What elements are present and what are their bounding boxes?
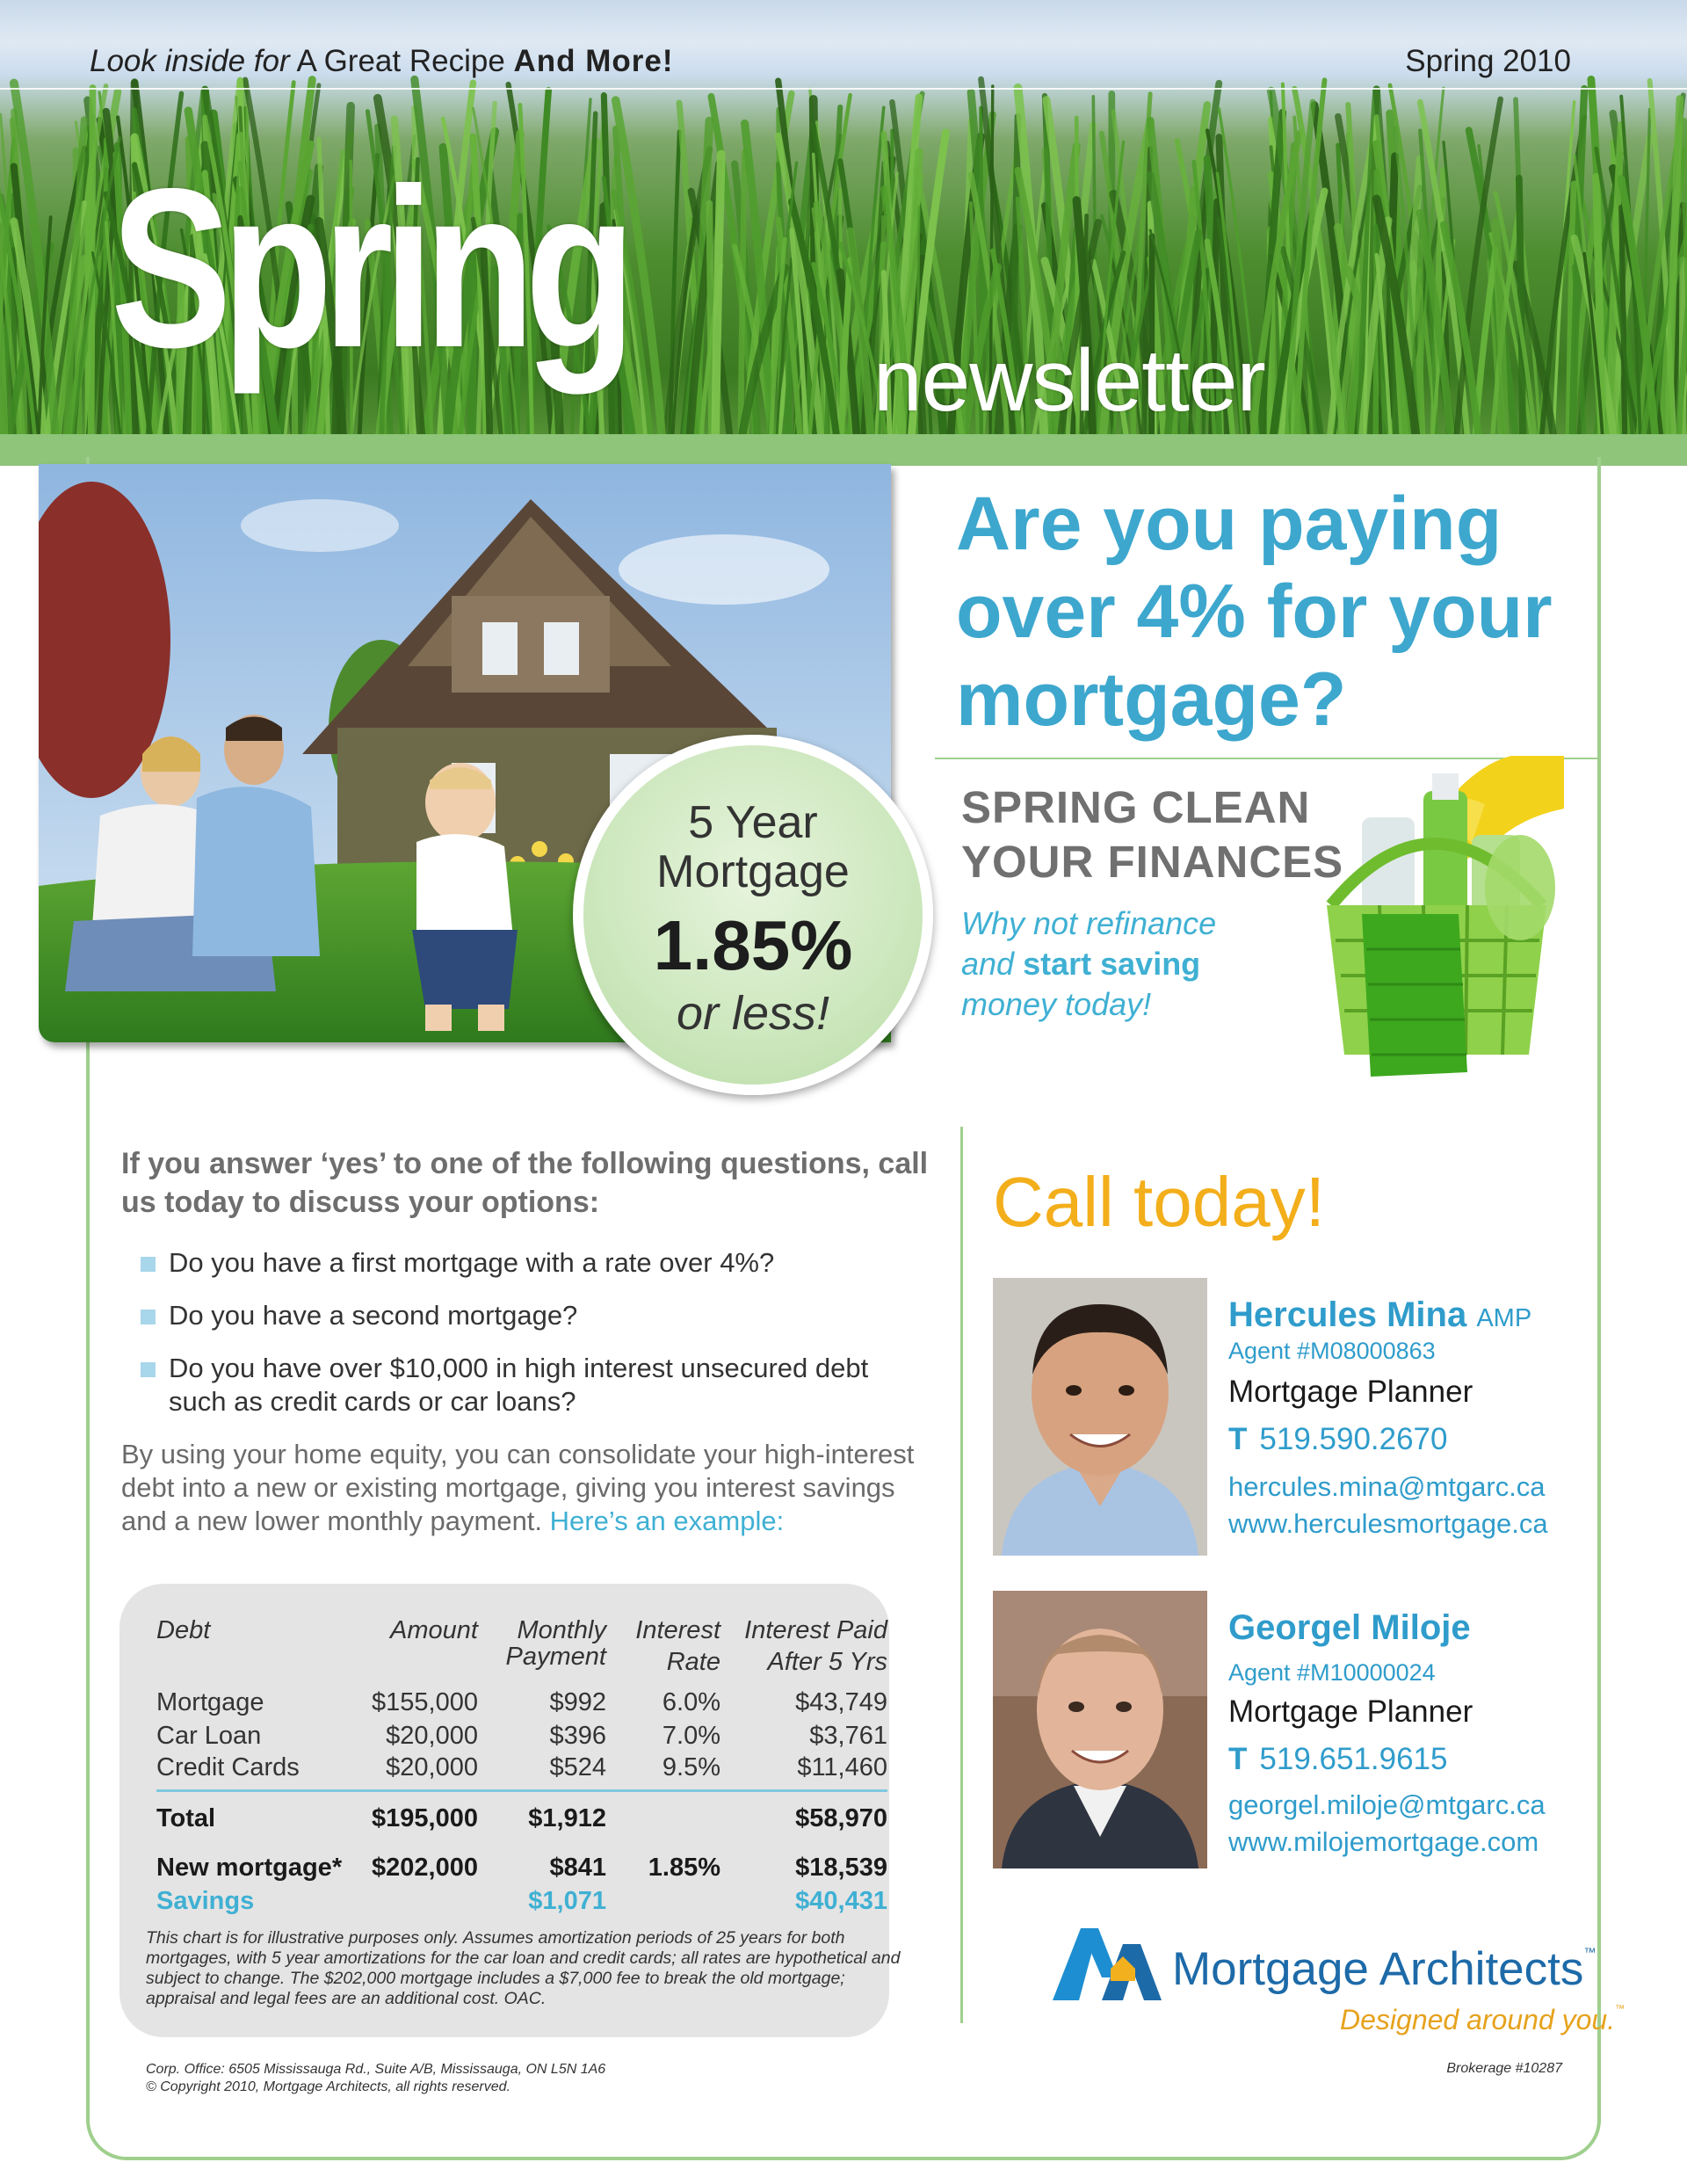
footer-copyright: © Copyright 2010, Mortgage Architects, all rights reserved. xyxy=(146,2079,510,2094)
agent-id: Agent #M10000024 xyxy=(1228,1659,1436,1686)
table-row-amount: $20,000 xyxy=(386,1722,478,1750)
table-row-rate: 6.0% xyxy=(662,1688,720,1716)
table-new-mortgage-rate: 1.85% xyxy=(648,1854,720,1882)
table-savings-label: Savings xyxy=(156,1887,255,1915)
logo-tagline-tm: ™ xyxy=(1615,2004,1625,2014)
header-rule xyxy=(0,88,1687,90)
agent-photo-hercules xyxy=(993,1278,1207,1556)
table-separator xyxy=(156,1789,887,1792)
bullet-square-icon xyxy=(141,1310,156,1324)
agent-website-link[interactable]: www.milojemortgage.com xyxy=(1228,1826,1539,1857)
tagline-bold: And More! xyxy=(513,44,674,78)
call-today-heading: Call today! xyxy=(993,1163,1325,1241)
phone-number: 519.590.2670 xyxy=(1259,1422,1448,1456)
spring-clean-subtext xyxy=(961,903,1251,1025)
table-header-debt: Debt xyxy=(156,1616,211,1644)
table-row-paid: $43,749 xyxy=(795,1688,887,1716)
agent-email-link[interactable]: georgel.miloje@mtgarc.ca xyxy=(1228,1789,1546,1820)
column-divider xyxy=(960,1127,963,2023)
consolidation-text: By using your home equity, you can consolidate your high-interest debt into a new or existing mortgage, giving you interest savings and a new lower monthly payment. xyxy=(121,1439,915,1536)
logo-name-text: Mortgage Architects xyxy=(1172,1943,1584,1995)
question-text: Do you have a first mortgage with a rate over 4%? xyxy=(169,1247,775,1278)
agent-name: Georgel Miloje xyxy=(1228,1608,1471,1647)
question-text: Do you have over $10,000 in high interest unsecured debt such as credit cards or car loans? xyxy=(169,1353,869,1417)
table-savings-payment: $1,071 xyxy=(528,1887,606,1915)
table-row-amount: $20,000 xyxy=(386,1753,478,1781)
table-header-rate: Rate xyxy=(666,1648,720,1676)
agent-phone[interactable] xyxy=(1228,1422,1448,1457)
agent-name-text: Hercules Mina xyxy=(1228,1295,1467,1334)
phone-label: T xyxy=(1228,1742,1248,1776)
tagline-italic: Look inside for xyxy=(90,44,290,78)
spring-clean-sub-pre: Why not refinance and xyxy=(961,905,1217,982)
mortgage-architects-logo-icon xyxy=(1053,1928,1162,2000)
badge-line-2: Mortgage xyxy=(656,846,850,897)
agent-role: Mortgage Planner xyxy=(1228,1375,1473,1409)
footer-address: Corp. Office: 6505 Mississauga Rd., Suite A/B, Mississauga, ON L5N 1A6 xyxy=(146,2062,606,2077)
table-row-payment: $524 xyxy=(549,1753,606,1781)
agent-photo-georgel xyxy=(993,1591,1207,1868)
table-disclaimer: This chart is for illustrative purposes only. Assumes amortization periods of 25 years for both mortgages, with 5 year amortizations for the car loan and credit cards; all rates are hypothetical and subject to change. The $202,000 mortgage includes a $7,000 fee to break the old mortgage; appraisal and legal fees are an additional cost. OAC. xyxy=(146,1928,901,2008)
agent-designation: AMP xyxy=(1476,1304,1532,1332)
table-row-paid: $11,460 xyxy=(797,1753,887,1781)
table-header-amount: Amount xyxy=(390,1616,478,1644)
table-new-mortgage-payment: $841 xyxy=(549,1854,606,1882)
agent-website-link[interactable]: www.herculesmortgage.ca xyxy=(1228,1508,1548,1539)
bullet-square-icon xyxy=(141,1257,156,1272)
table-total-label: Total xyxy=(156,1804,216,1832)
avatar xyxy=(993,1591,1207,1868)
main-headline: Are you paying over 4% for your mortgage? xyxy=(956,482,1553,742)
consolidation-paragraph xyxy=(121,1438,947,1538)
table-total-paid: $58,970 xyxy=(795,1804,887,1832)
agent-role: Mortgage Planner xyxy=(1228,1694,1473,1729)
footer-brokerage: Brokerage #10287 xyxy=(1446,2061,1562,2076)
table-header-interest: Interest xyxy=(635,1616,720,1644)
header-tagline xyxy=(90,44,674,79)
logo-tagline-text: Designed around you. xyxy=(1340,2004,1616,2035)
bullet-square-icon xyxy=(141,1362,156,1377)
logo-tagline xyxy=(1340,2004,1625,2036)
table-new-mortgage-amount: $202,000 xyxy=(372,1854,478,1882)
table-total-amount: $195,000 xyxy=(372,1804,478,1832)
table-row-amount: $155,000 xyxy=(372,1688,478,1716)
spring-clean-heading: SPRING CLEAN YOUR FINANCES xyxy=(961,782,1344,887)
table-total-payment: $1,912 xyxy=(528,1804,606,1832)
table-header-after-5-yrs: After 5 Yrs xyxy=(767,1648,887,1676)
table-header-payment: Payment xyxy=(505,1643,606,1671)
table-row-debt: Mortgage xyxy=(156,1688,264,1716)
tagline-plain: A Great Recipe xyxy=(296,44,505,78)
agent-phone[interactable] xyxy=(1228,1742,1448,1777)
cleaning-basket-icon xyxy=(1309,756,1564,1081)
phone-number: 519.651.9615 xyxy=(1259,1742,1448,1776)
spring-clean-sub-bold: start saving xyxy=(1023,946,1201,982)
rate-badge xyxy=(573,735,933,1095)
table-new-mortgage-paid: $18,539 xyxy=(795,1854,887,1882)
title-spring: Spring xyxy=(111,141,626,395)
list-item xyxy=(141,1246,914,1280)
questions-list xyxy=(141,1246,914,1438)
list-item xyxy=(141,1352,914,1419)
list-item xyxy=(141,1299,914,1332)
table-row-payment: $992 xyxy=(549,1688,606,1716)
badge-line-1: 5 Year xyxy=(688,797,818,848)
example-link: Here’s an example: xyxy=(549,1506,785,1536)
table-row-debt: Car Loan xyxy=(156,1722,262,1750)
phone-label: T xyxy=(1228,1422,1248,1456)
question-text: Do you have a second mortgage? xyxy=(169,1300,578,1331)
table-row-payment: $396 xyxy=(549,1722,606,1750)
spring-clean-sub-post: money today! xyxy=(961,986,1152,1022)
avatar xyxy=(993,1278,1207,1556)
agent-id: Agent #M08000863 xyxy=(1228,1338,1436,1364)
agent-name xyxy=(1228,1295,1531,1335)
footer-address-block xyxy=(146,2061,605,2096)
table-new-mortgage-label: New mortgage* xyxy=(156,1854,343,1882)
table-header-interest-paid: Interest Paid xyxy=(744,1616,887,1644)
table-row-rate: 9.5% xyxy=(662,1753,720,1781)
table-row-debt: Credit Cards xyxy=(156,1753,300,1781)
table-row-paid: $3,761 xyxy=(809,1722,887,1750)
badge-line-3: or less! xyxy=(676,987,830,1040)
badge-rate: 1.85% xyxy=(653,906,853,984)
questions-intro: If you answer ‘yes’ to one of the following questions, call us today to discuss your options: xyxy=(121,1147,929,1219)
table-savings-paid: $40,431 xyxy=(795,1887,887,1915)
issue-date: Spring 2010 xyxy=(1405,44,1571,78)
logo-wordmark xyxy=(1172,1943,1596,1995)
table-header-monthly: Monthly xyxy=(517,1616,606,1644)
title-newsletter: newsletter xyxy=(873,331,1265,430)
logo-tm: ™ xyxy=(1583,1945,1596,1959)
table-row-rate: 7.0% xyxy=(662,1722,720,1750)
agent-email-link[interactable]: hercules.mina@mtgarc.ca xyxy=(1228,1471,1546,1502)
